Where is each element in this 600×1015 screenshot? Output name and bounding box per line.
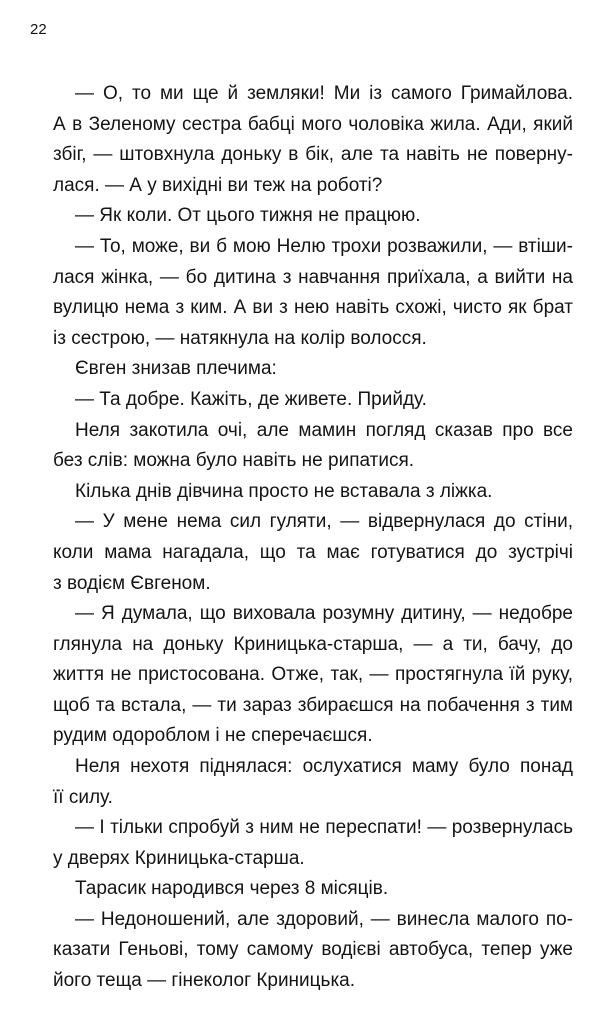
text-line: з водієм Євгеном. [53,572,211,594]
text-line: із сестрою, — натякнула на колір волосся. [53,327,427,349]
text-line: — Я думала, що виховала розумну дитину, — недобре [75,603,573,625]
text-line: лася жінка, — бо дитина з навчання приїхала, а вийти на [53,266,573,288]
page-number: 22 [30,21,47,38]
text-line: у дверях Криницька-старша. [53,847,305,869]
text-block [53,874,573,996]
text-line: — О, то ми ще й земляки! Ми із самого Гримайлова. [75,83,573,104]
text-line: збіг, — штовхнула доньку в бік, але та навіть не поверну- [53,144,573,166]
text-block [53,79,573,874]
text-line: — Недоношений, але здоровий, — винесла малого по- [75,908,573,930]
text-line: лася. — А у вихідні ви теж на роботі? [53,174,383,196]
text-line: коли мама нагадала, що та має готуватися до зустрічі [53,541,573,563]
text-line: Неля закотила очі, але мамин погляд сказав про все [75,419,573,441]
text-line: — У мене нема сил гуляти, — відвернулася до стіни, [75,511,573,533]
text-line: рудим одороблом і не сперечаєшся. [53,725,373,747]
text-line: — Як коли. От цього тижня не працюю. [75,205,421,227]
text-line: — Та добре. Кажіть, де живете. Прийду. [75,388,427,410]
text-line: Тарасик народився через 8 місяців. [75,878,389,899]
text-line: її силу. [53,786,113,808]
text-line: казати Геньові, тому самому водієві автобуса, тепер уже [53,939,573,961]
text-line: глянула на доньку Криницька-старша, — а ти, бачу, до [53,633,573,655]
text-line: — І тільки спробуй з ним не переспати! — розвернулась [75,817,573,839]
text-line: Неля нехотя піднялася: ослухатися маму було понад [75,756,573,778]
text-line: його теща — гінеколог Криницька. [53,969,356,991]
text-line: Кілька днів дівчина просто не вставала з ліжка. [75,480,493,502]
text-line: Євген знизав плечима: [75,358,277,380]
text-line: А в Зеленому сестра бабці мого чоловіка жила. Ади, який [53,113,573,135]
text-line: життя не пристосована. Отже, так, — простягнула їй руку, [53,664,573,686]
text-line: щоб та встала, — ти зараз збираєшся на побачення з тим [53,694,573,716]
text-line: без слів: можна було навіть не рипатися. [53,450,415,472]
text-line: — То, може, ви б мою Нелю трохи розважили, — втіши- [75,235,573,257]
text-line: вулицю нема з ким. А ви з нею навіть схожі, чисто як брат [53,297,573,319]
